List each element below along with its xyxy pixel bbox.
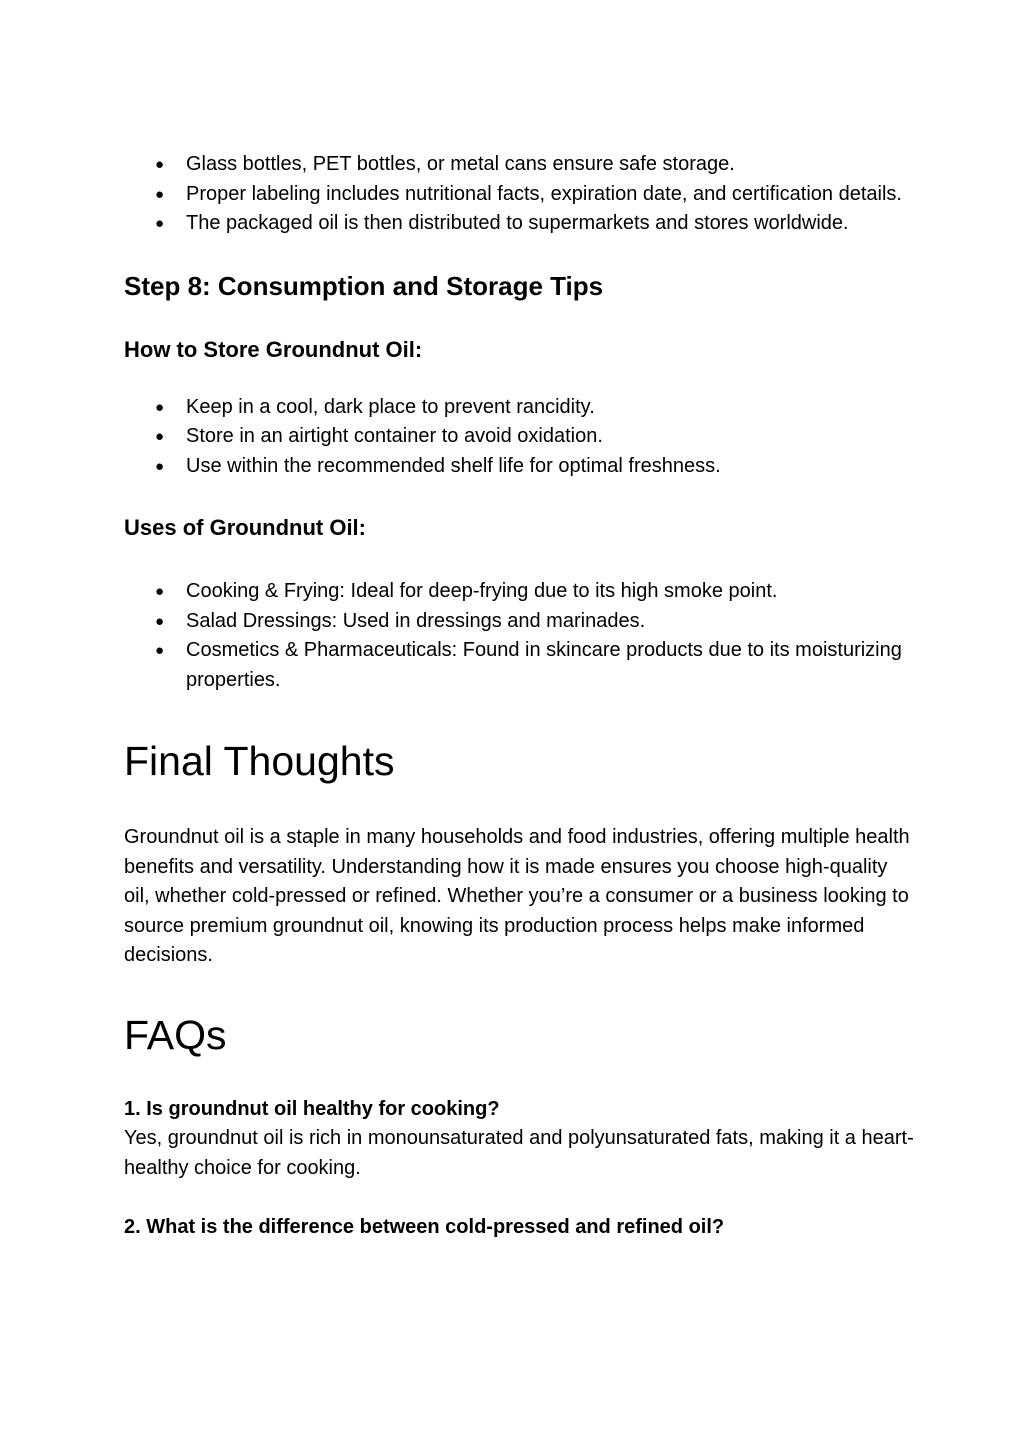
- store-heading: How to Store Groundnut Oil:: [124, 336, 423, 362]
- uses-heading: Uses of Groundnut Oil:: [124, 515, 366, 540]
- list-item: ● Use within the recommended shelf life for optimal freshness.: [124, 452, 914, 482]
- final-thoughts-body: Groundnut oil is a staple in many households and food industries, offering multiple health benefits and versatility. Understanding how it is made ensures you choose high-quality oil, whether cold-pressed or refined. Whether you’re a consumer or a business looking to source premium groundnut oil, knowing its production process helps make informed decisions.: [124, 826, 910, 966]
- list-item: ● Store in an airtight container to avoid oxidation.: [124, 422, 914, 452]
- bullet-icon: ●: [155, 428, 165, 445]
- bullet-icon: ●: [155, 457, 165, 475]
- store-list: [124, 393, 914, 482]
- uses-list: [124, 577, 914, 695]
- list-item: ● Keep in a cool, dark place to prevent rancidity.: [124, 393, 914, 423]
- step8-heading: Step 8: Consumption and Storage Tips: [124, 270, 604, 301]
- list-item: ● Cosmetics & Pharmaceuticals: Found in skincare products due to its moisturizing properties.: [124, 636, 914, 695]
- faqs-heading: FAQs: [124, 1011, 227, 1058]
- final-thoughts-heading: Final Thoughts: [124, 738, 395, 784]
- bullet-icon: ●: [155, 215, 165, 232]
- list-item: ● Cooking & Frying: Ideal for deep-frying due to its high smoke point.: [124, 577, 914, 607]
- faq-answer: Yes, groundnut oil is rich in monounsaturated and polyunsaturated fats, making it a heart-healthy choice for cooking.: [124, 1127, 914, 1179]
- bullet-icon: ●: [155, 642, 165, 659]
- list-item: ● Glass bottles, PET bottles, or metal cans ensure safe storage.: [124, 150, 914, 180]
- list-item: ● The packaged oil is then distributed to supermarkets and stores worldwide.: [124, 209, 914, 239]
- document-page: [124, 150, 914, 1243]
- list-item: ● Proper labeling includes nutritional facts, expiration date, and certification details.: [124, 180, 914, 210]
- bullet-icon: ●: [155, 583, 165, 600]
- bullet-icon: ●: [155, 156, 165, 173]
- packaging-list: [124, 150, 914, 239]
- bullet-icon: ●: [155, 398, 165, 416]
- faq-question: 1. Is groundnut oil healthy for cooking?: [124, 1097, 500, 1120]
- bullet-icon: ●: [155, 612, 165, 630]
- faq-question: 2. What is the difference between cold-pressed and refined oil?: [124, 1216, 725, 1238]
- list-item: ● Salad Dressings: Used in dressings and marinades.: [124, 607, 914, 637]
- bullet-icon: ●: [155, 185, 165, 203]
